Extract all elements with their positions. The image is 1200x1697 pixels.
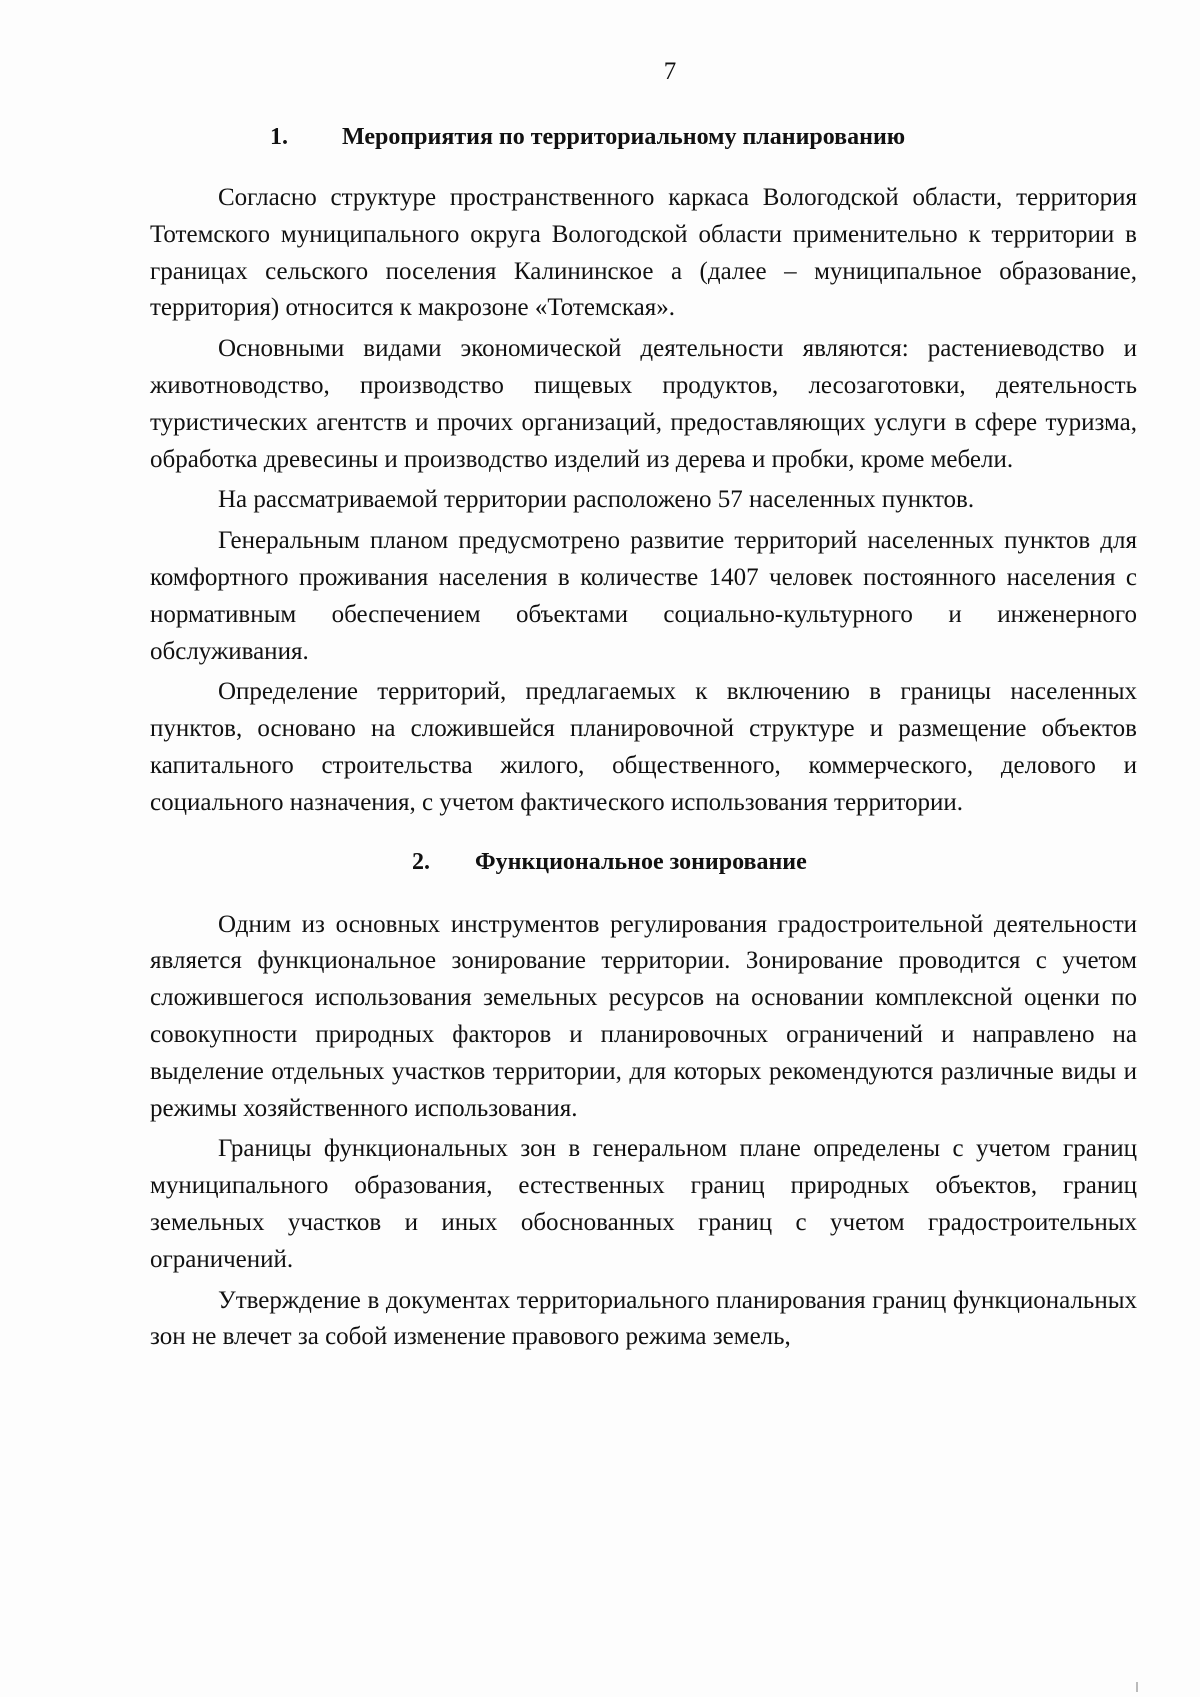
paragraph-boundary-definition: Определение территорий, предлагаемых к включению в границы населенных пунктов, основано на сложившейся планировочной структуре и размещение объектов капитального строительства жилого, общественного, коммерческого, делового и социального назначения, с учетом фактического использования территории. (150, 678, 1137, 816)
section-title: Мероприятия по территориальному планированию (342, 124, 906, 150)
paragraph-economic-activities: Основными видами экономической деятельности являются: растениеводство и животноводство, производство пищевых продуктов, лесозаготовки, деятельность туристических агентств и прочих организаций, предоставляющих услуги в сфере туризма, обработка древесины и производство изделий из дерева и пробки, кроме мебели. (150, 335, 1137, 473)
section-number: 2. (412, 848, 430, 875)
section-heading-territorial-planning (150, 118, 1137, 156)
paragraph-zone-boundaries: Границы функциональных зон в генеральном плане определены с учетом границ муниципального образования, естественных границ природных объектов, границ земельных участков и иных обоснованных границ с учетом градостроительных ограничений. (150, 1135, 1137, 1273)
paragraph-spatial-framework: Согласно структуре пространственного каркаса Вологодской области, территория Тотемского муниципального округа Вологодской области применительно к территории в границах сельского поселения Калининское а (далее – муниципальное образование, территория) относится к макрозоне «Тотемская». (150, 184, 1137, 322)
scan-mark (1136, 1682, 1138, 1692)
paragraph-zoning-instrument: Одним из основных инструментов регулирования градостроительной деятельности является функциональное зонирование территории. Зонирование проводится с учетом сложившегося использования земельных ресурсов на основании комплексной оценки по совокупности природных факторов и планировочных ограничений и направлено на выделение отдельных участков территории, для которых рекомендуются различные виды и режимы хозяйственного использования. (150, 910, 1137, 1122)
section-number: 1. (270, 124, 288, 150)
page-number: 7 (663, 58, 677, 85)
section-heading-functional-zoning (150, 843, 1137, 881)
paragraph-population-plan: Генеральным планом предусмотрено развитие территорий населенных пунктов для комфортного проживания населения в количестве 1407 человек постоянного населения с нормативным обеспечением объектами социально-культурного и инженерного обслуживания. (150, 527, 1137, 665)
paragraph-legal-regime: Утверждение в документах территориального планирования границ функциональных зон не влечет за собой изменение правового режима земель, (150, 1286, 1137, 1351)
document-body (150, 118, 1137, 1356)
section-title: Функциональное зонирование (475, 848, 807, 875)
paragraph-settlements-count: На рассматриваемой территории расположено 57 населенных пунктов. (218, 486, 975, 514)
